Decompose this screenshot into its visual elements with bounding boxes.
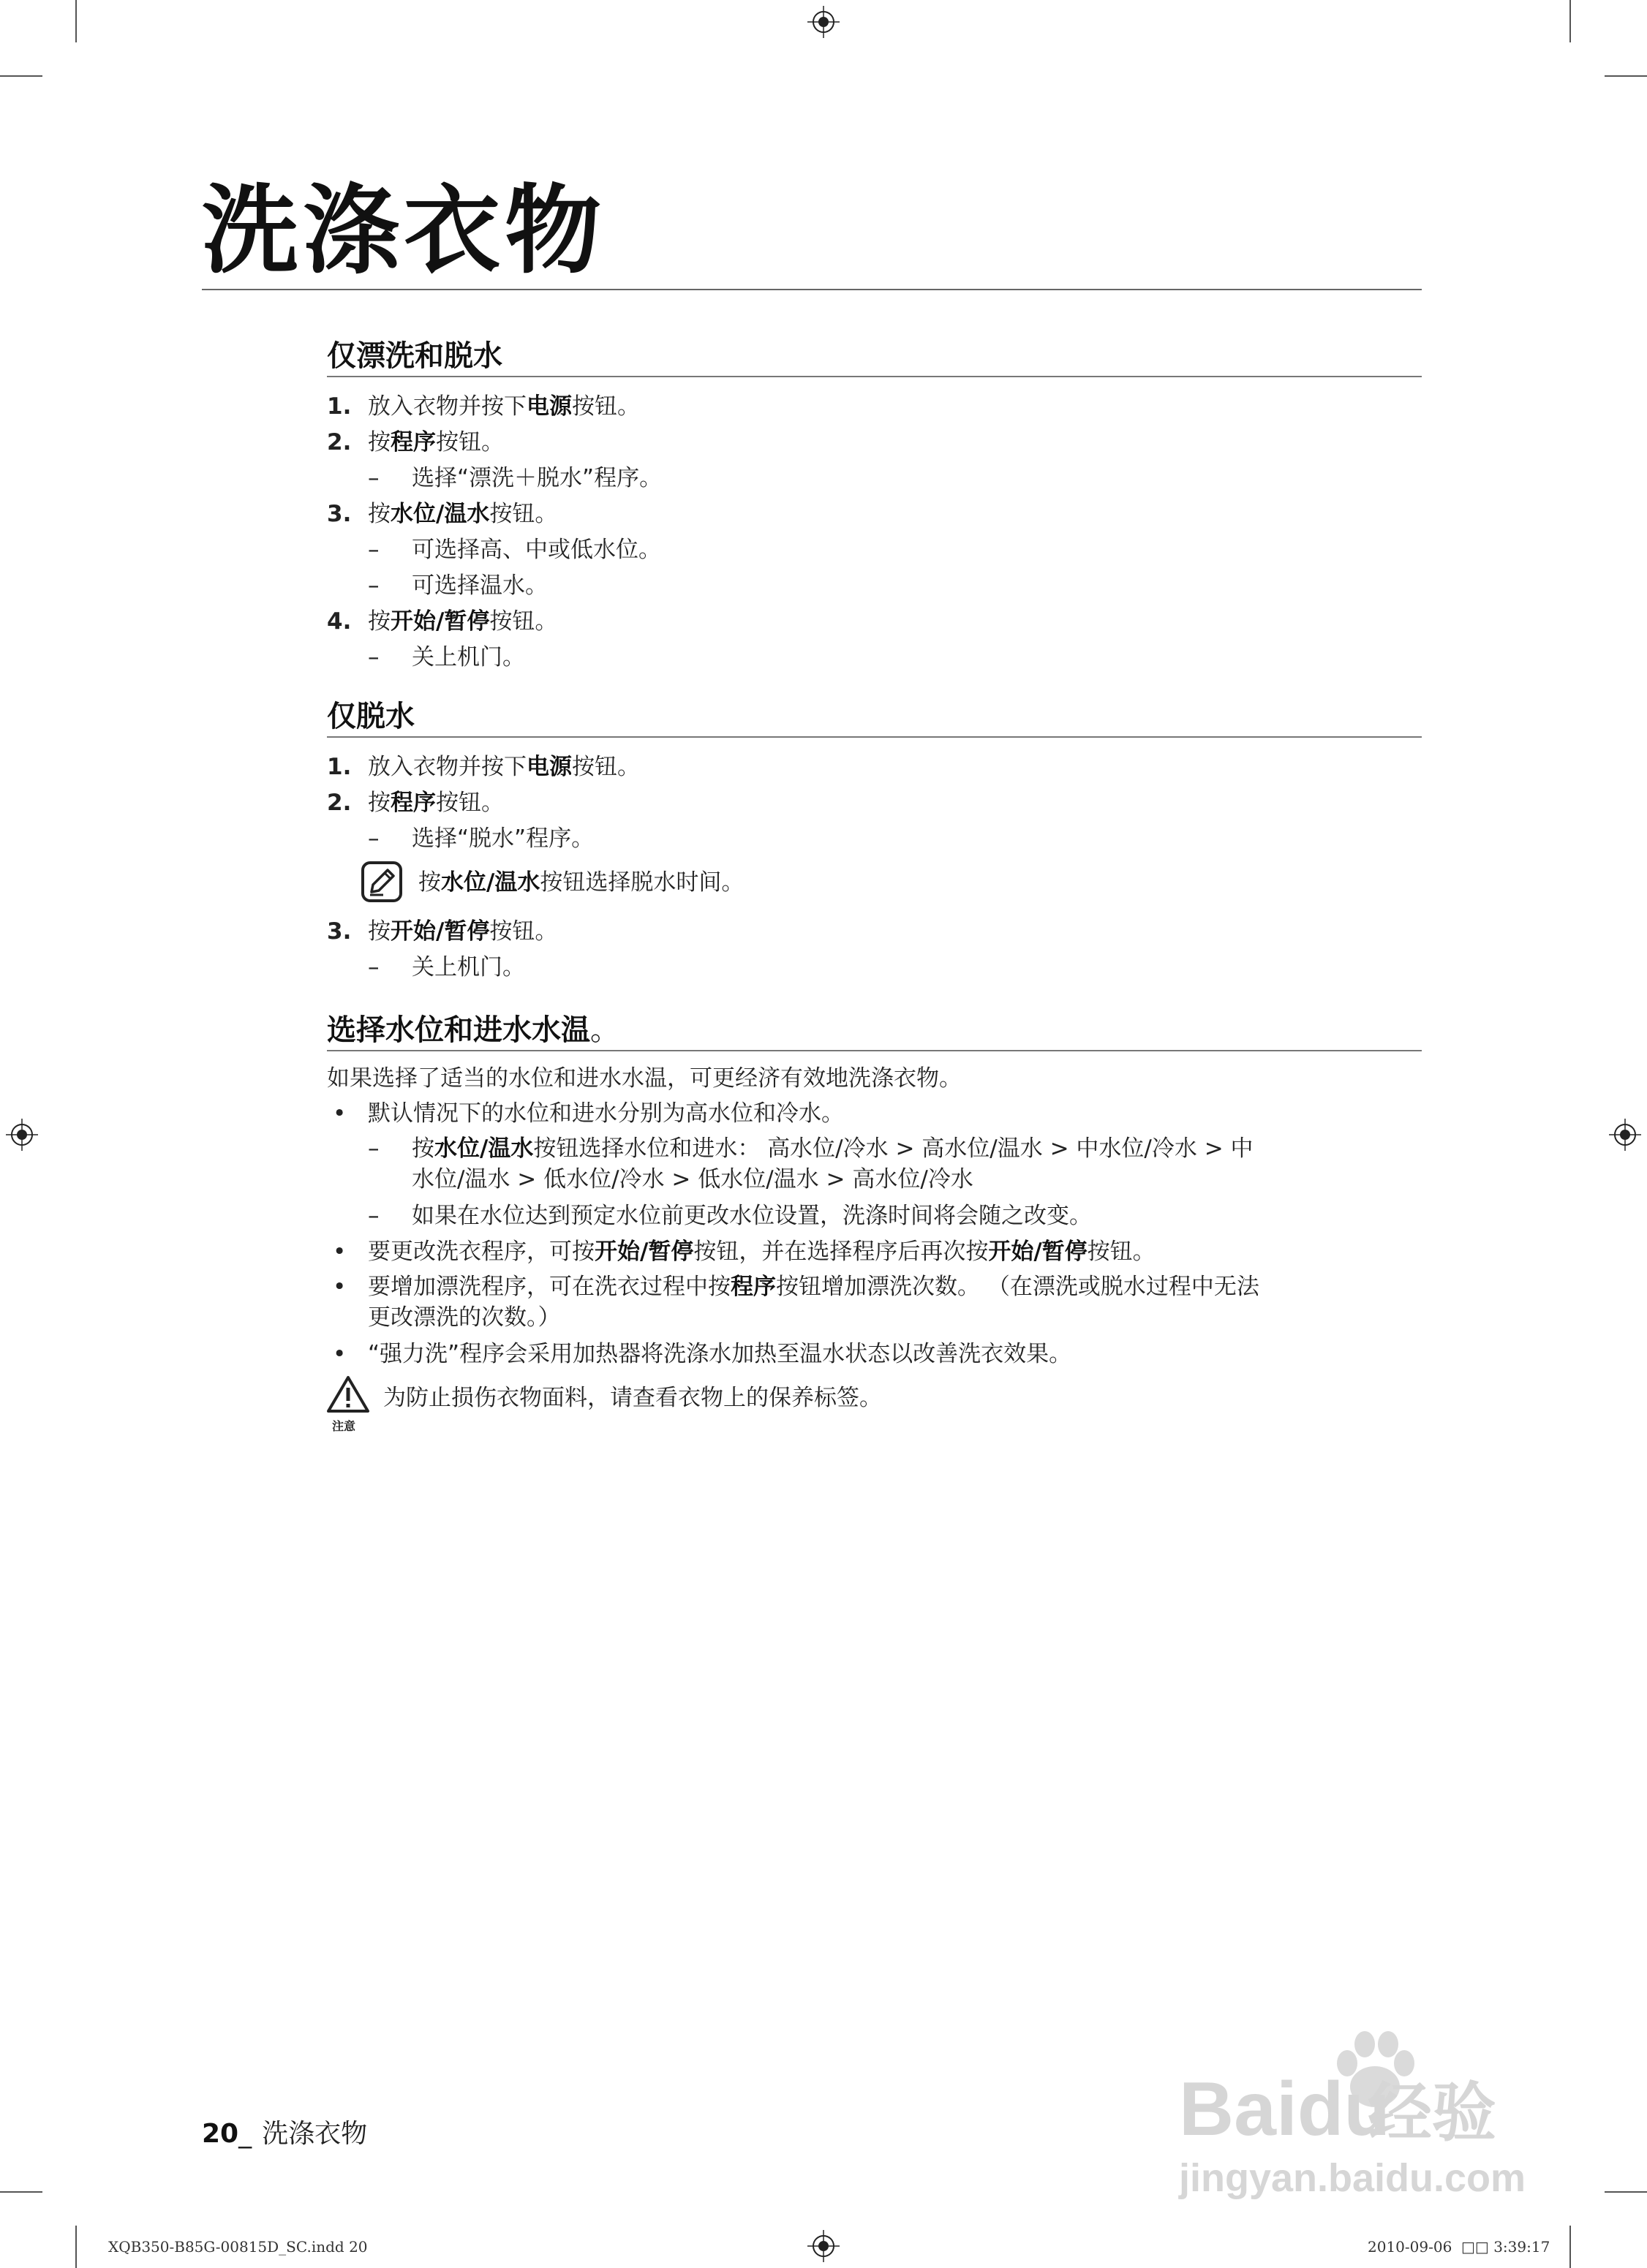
watermark-url: jingyan.baidu.com: [1179, 2156, 1526, 2200]
crop-mark: [1605, 2191, 1647, 2193]
section-heading-spin-only: 仅脱水: [327, 700, 415, 733]
sub-step-item: – 如果在水位达到预定水位前更改水位设置，洗涤时间将会随之改变。: [368, 1203, 1092, 1229]
crop-mark: [1569, 2226, 1571, 2268]
sub-step-continuation: 水位/温水 > 低水位/冷水 > 低水位/温水 > 高水位/冷水: [412, 1166, 973, 1192]
crop-mark: [1569, 0, 1571, 42]
title-rule: [202, 289, 1422, 290]
step-item: 1. 放入衣物并按下电源按钮。: [327, 754, 640, 780]
bullet-item: • 要增加漂洗程序，可在洗衣过程中按程序按钮增加漂洗次数。 （在漂洗或脱水过程中无法: [333, 1274, 1259, 1300]
crop-mark: [75, 2226, 77, 2268]
step-item: 2. 按程序按钮。: [327, 790, 504, 816]
registration-mark-icon: [1609, 1119, 1641, 1151]
sub-step-item: – 选择“漂洗＋脱水”程序。: [368, 465, 663, 491]
crop-mark: [0, 75, 42, 77]
note-pencil-icon: [360, 860, 404, 904]
step-item: 3. 按水位/温水按钮。: [327, 501, 558, 527]
section-rule: [327, 376, 1422, 377]
sub-step-item: – 可选择高、中或低水位。: [368, 537, 661, 563]
registration-mark-icon: [807, 6, 840, 38]
slug-filename: XQB350-B85G-00815D_SC.indd 20: [108, 2238, 368, 2256]
caution-label: 注意: [332, 1419, 356, 1433]
step-item: 1. 放入衣物并按下电源按钮。: [327, 393, 640, 420]
note-text: 按水位/温水按钮选择脱水时间。: [418, 869, 745, 896]
bullet-continuation: 更改漂洗的次数。）: [368, 1304, 561, 1331]
section-heading-water-level: 选择水位和进水水温。: [327, 1013, 619, 1047]
caution-text: 为防止损伤衣物面料，请查看衣物上的保养标签。: [383, 1385, 882, 1411]
section-rule: [327, 736, 1422, 738]
section-heading-rinse-spin: 仅漂洗和脱水: [327, 339, 502, 373]
bullet-item: • “强力洗”程序会采用加热器将洗涤水加热至温水状态以改善洗衣效果。: [333, 1341, 1072, 1367]
watermark-brand: Baidu经验: [1179, 2067, 1496, 2152]
sub-step-item: – 按水位/温水按钮选择水位和进水： 高水位/冷水 > 高水位/温水 > 中水位/冷水 > 中: [368, 1135, 1254, 1162]
page-title: 洗涤衣物: [202, 175, 606, 287]
slug-timestamp: 2010-09-06 □□ 3:39:17: [1368, 2238, 1550, 2256]
step-item: 4. 按开始/暂停按钮。: [327, 608, 558, 635]
section-rule: [327, 1050, 1422, 1051]
sub-step-item: – 关上机门。: [368, 954, 525, 980]
crop-mark: [1605, 75, 1647, 77]
intro-text: 如果选择了适当的水位和进水水温，可更经济有效地洗涤衣物。: [327, 1065, 962, 1092]
crop-mark: [0, 2191, 42, 2193]
caution-triangle-icon: [325, 1375, 371, 1414]
registration-mark-icon: [807, 2230, 840, 2262]
page-footer: 20_ 洗涤衣物: [202, 2119, 368, 2149]
sub-step-item: – 选择“脱水”程序。: [368, 825, 595, 852]
sub-step-item: – 关上机门。: [368, 644, 525, 670]
bullet-item: • 默认情况下的水位和进水分别为高水位和冷水。: [333, 1100, 844, 1127]
sub-step-item: – 可选择温水。: [368, 572, 548, 599]
step-item: 3. 按开始/暂停按钮。: [327, 918, 558, 945]
crop-mark: [75, 0, 77, 42]
registration-mark-icon: [6, 1119, 38, 1151]
step-item: 2. 按程序按钮。: [327, 429, 504, 456]
bullet-item: • 要更改洗衣程序，可按开始/暂停按钮，并在选择程序后再次按开始/暂停按钮。: [333, 1239, 1156, 1265]
